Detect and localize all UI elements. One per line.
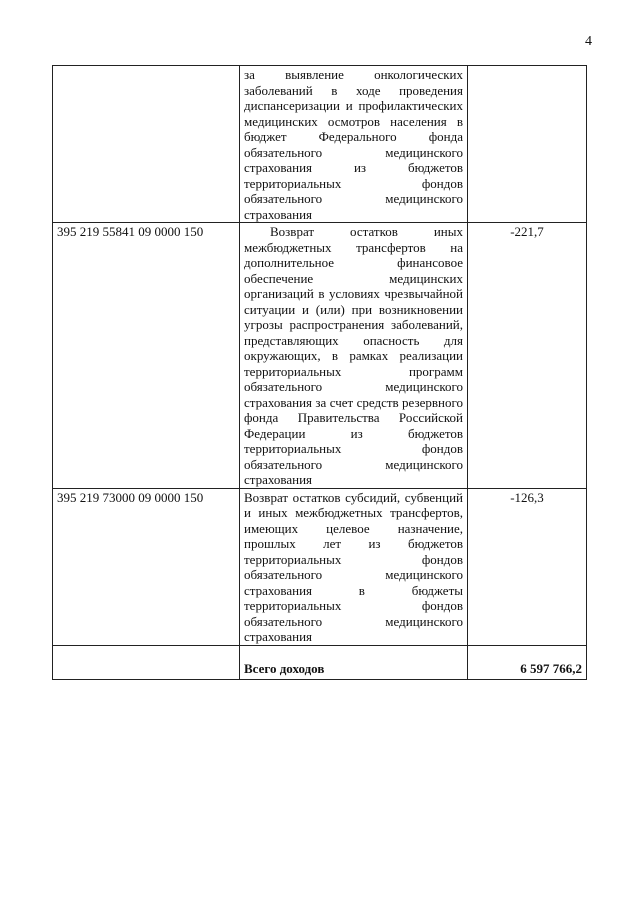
row-amount: -221,7 [468,223,587,489]
row-description: Возврат остатков иных межбюджетных трансфертов на дополнительное финансовое обеспечение медицинских организаций в условиях чрезвычайной ситуации и (или) при возникновении угрозы распространения заболеваний, представляющих опасность для окружающих, в рамках реализации территориальных программ обязательного медицинского страхования за счет средств резервного фонда Правительства Российской Федерации из бюджетов территориальных фондов обязательного медицинского страхования [240,223,468,489]
row-amount [468,66,587,223]
total-row [53,645,587,679]
row-amount: -126,3 [468,488,587,645]
row-code: 395 219 55841 09 0000 150 [53,223,240,489]
revenue-table [52,65,587,680]
total-empty-cell [53,645,240,679]
row-description: Возврат остатков субсидий, субвенций и иных межбюджетных трансфертов, имеющих целевое назначение, прошлых лет из бюджетов территориальных фондов обязательного медицинского страхования в бюджеты территориальных фондов обязательного медицинского страхования [240,488,468,645]
row-code [53,66,240,223]
table-row [53,223,587,489]
page-number: 4 [585,34,592,49]
table-row [53,488,587,645]
total-label: Всего доходов [240,645,468,679]
total-amount: 6 597 766,2 [468,645,587,679]
table-row [53,66,587,223]
row-description: за выявление онкологических заболеваний в ходе проведения диспансеризации и профилактических медицинских осмотров населения в бюджет Федерального фонда обязательного медицинского страхования из бюджетов территориальных фондов обязательного медицинского страхования [240,66,468,223]
row-code: 395 219 73000 09 0000 150 [53,488,240,645]
